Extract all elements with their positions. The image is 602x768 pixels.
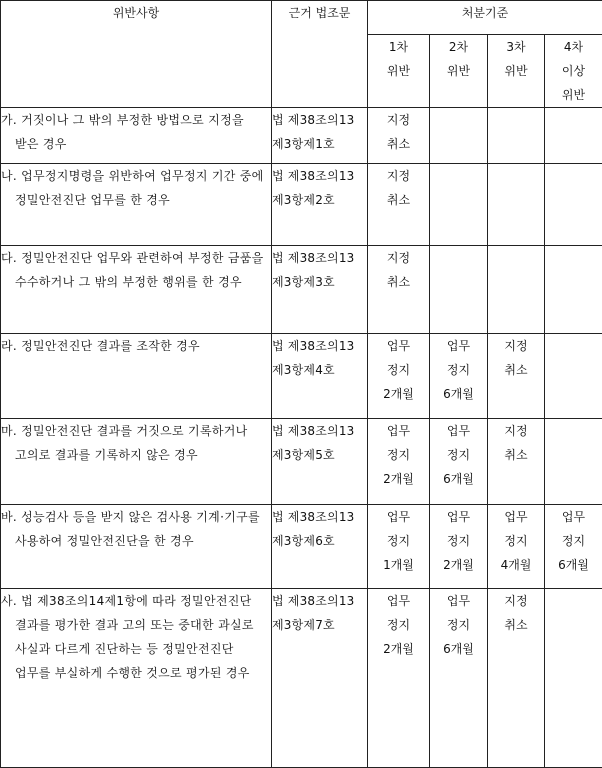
penalty-3: 지정 취소: [488, 419, 545, 505]
penalty-2: [430, 164, 488, 246]
violation-text: 바. 성능검사 등을 받지 않은 검사용 기계·기구를 사용하여 정밀안전진단을 한 경우: [1, 505, 271, 553]
penalty-4: [545, 164, 602, 246]
penalty-3: [488, 164, 545, 246]
violation-text: 라. 정밀안전진단 결과를 조작한 경우: [1, 334, 271, 358]
header-count-3: 3차 위반: [488, 35, 545, 108]
violation-text: 사. 법 제38조의14제1항에 따라 정밀안전진단 결과를 평가한 결과 고의 또는 중대한 과실로 사실과 다르게 진단하는 등 정밀안전진단 업무를 부실하게 수행한 것으로 평가된 경우: [1, 589, 271, 685]
violation-cell: [1, 419, 272, 505]
header-count-2: 2차 위반: [430, 35, 488, 108]
basis-cell: 법 제38조의13 제3항제7호: [272, 589, 368, 768]
penalty-3: [488, 246, 545, 334]
penalty-4: [545, 246, 602, 334]
violation-cell: [1, 505, 272, 589]
penalty-2: [430, 246, 488, 334]
header-basis: 근거 법조문: [272, 1, 368, 108]
violation-cell: [1, 589, 272, 768]
penalty-1: 지정 취소: [368, 164, 430, 246]
penalty-1: 업무 정지 2개월: [368, 419, 430, 505]
table-row: [1, 164, 602, 246]
table-row: [1, 505, 602, 589]
penalty-2: 업무 정지 6개월: [430, 589, 488, 768]
penalty-1: 지정 취소: [368, 108, 430, 164]
penalty-2: 업무 정지 6개월: [430, 334, 488, 419]
penalty-4: 업무 정지 6개월: [545, 505, 602, 589]
basis-cell: 법 제38조의13 제3항제4호: [272, 334, 368, 419]
header-row-top: [1, 1, 602, 35]
table-row: [1, 246, 602, 334]
penalty-4: [545, 419, 602, 505]
penalty-1: 업무 정지 2개월: [368, 589, 430, 768]
violation-cell: [1, 334, 272, 419]
penalty-2: [430, 108, 488, 164]
basis-cell: 법 제38조의13 제3항제5호: [272, 419, 368, 505]
table-row: [1, 589, 602, 768]
violation-text: 마. 정밀안전진단 결과를 거짓으로 기록하거나 고의로 결과를 기록하지 않은 경우: [1, 419, 271, 467]
violation-cell: [1, 164, 272, 246]
violation-text: 나. 업무정지명령을 위반하여 업무정지 기간 중에 정밀안전진단 업무를 한 경우: [1, 164, 271, 212]
penalty-4: [545, 108, 602, 164]
penalty-1: 업무 정지 1개월: [368, 505, 430, 589]
penalty-3: 지정 취소: [488, 334, 545, 419]
basis-cell: 법 제38조의13 제3항제3호: [272, 246, 368, 334]
penalty-1: 지정 취소: [368, 246, 430, 334]
basis-cell: 법 제38조의13 제3항제6호: [272, 505, 368, 589]
penalty-1: 업무 정지 2개월: [368, 334, 430, 419]
violation-text: 다. 정밀안전진단 업무와 관련하여 부정한 금품을 수수하거나 그 밖의 부정한 행위를 한 경우: [1, 246, 271, 294]
header-violation: 위반사항: [1, 1, 272, 108]
violation-text: 가. 거짓이나 그 밖의 부정한 방법으로 지정을 받은 경우: [1, 108, 271, 156]
penalty-4: [545, 589, 602, 768]
penalty-2: 업무 정지 2개월: [430, 505, 488, 589]
table-row: [1, 419, 602, 505]
basis-cell: 법 제38조의13 제3항제2호: [272, 164, 368, 246]
basis-cell: 법 제38조의13 제3항제1호: [272, 108, 368, 164]
violation-cell: [1, 108, 272, 164]
header-criteria: 처분기준: [368, 1, 602, 35]
violation-cell: [1, 246, 272, 334]
table-row: [1, 108, 602, 164]
penalty-3: 지정 취소: [488, 589, 545, 768]
penalty-3: [488, 108, 545, 164]
penalty-4: [545, 334, 602, 419]
penalty-3: 업무 정지 4개월: [488, 505, 545, 589]
penalty-2: 업무 정지 6개월: [430, 419, 488, 505]
header-count-1: 1차 위반: [368, 35, 430, 108]
header-count-4: 4차 이상 위반: [545, 35, 602, 108]
table-row: [1, 334, 602, 419]
